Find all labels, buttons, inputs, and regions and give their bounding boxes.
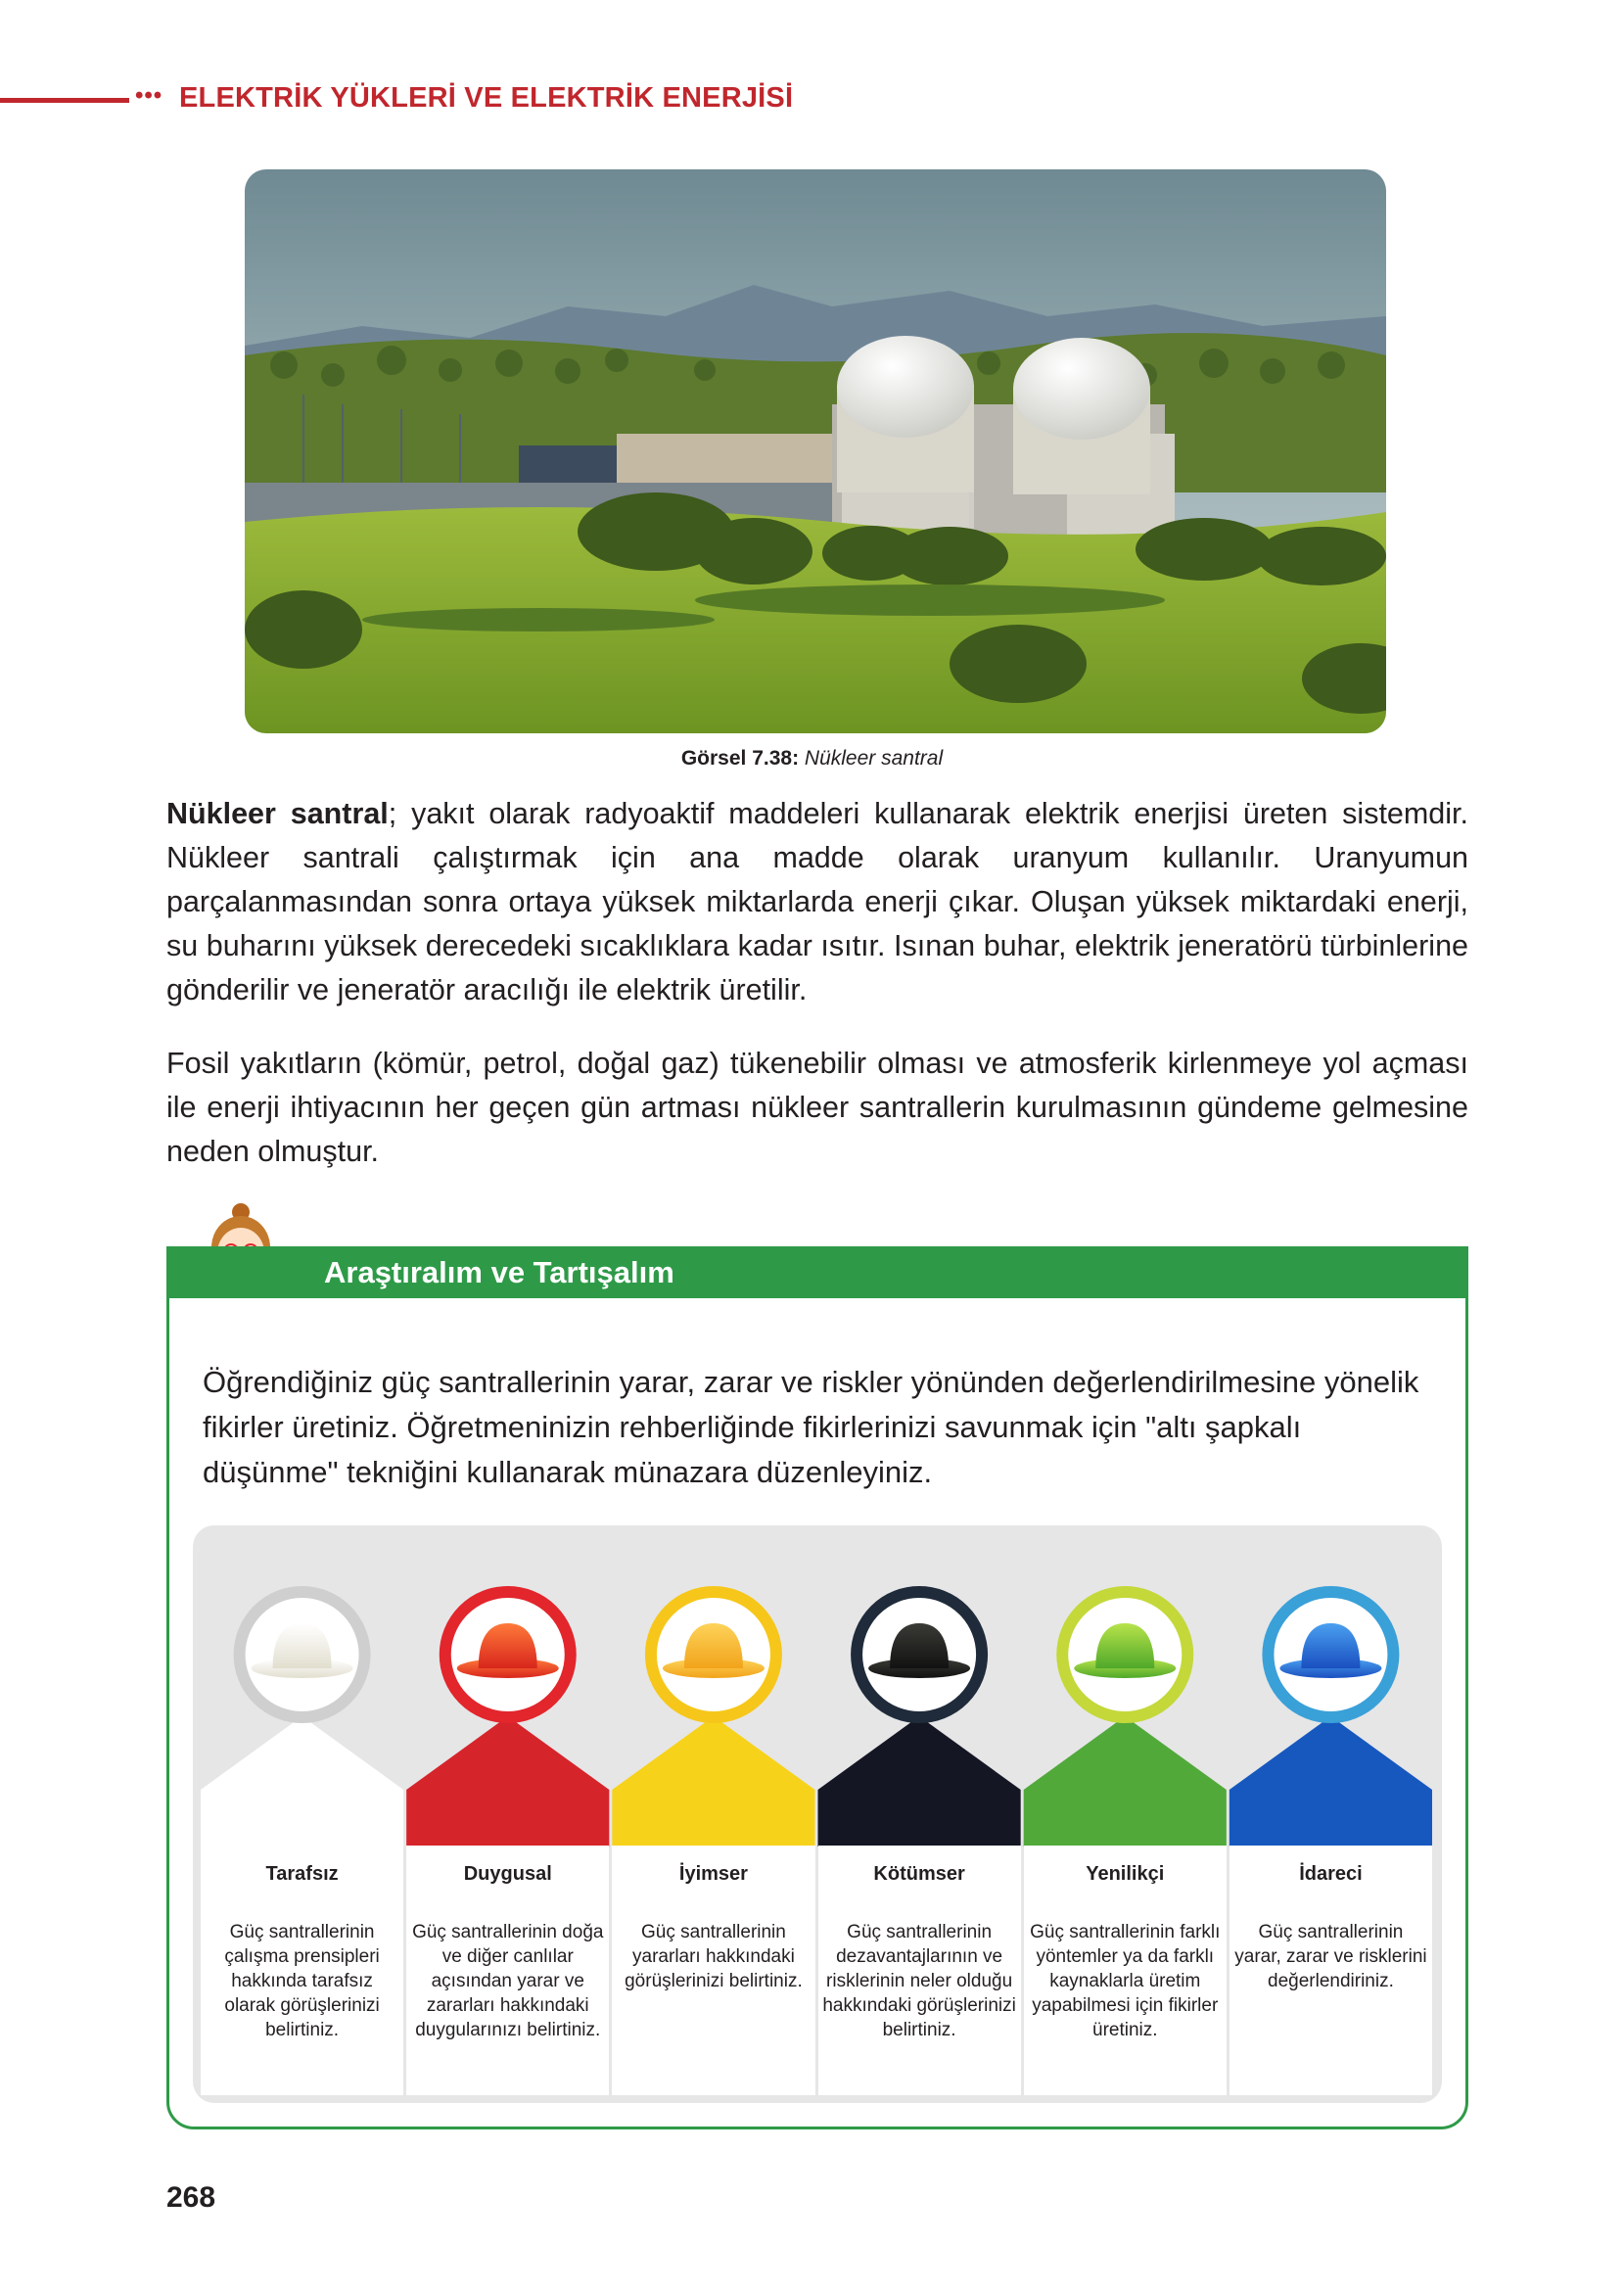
hat-card-text: Güç santrallerinin yararları hakkındaki görüşlerinizi belirtiniz.	[625, 1922, 803, 1991]
activity-instructions: Öğrendiğiniz güç santrallerinin yarar, zarar ve riskler yönünden değerlendirilmesine yönelik fikirler üretiniz. Öğretmeninizin rehberliğinde fikirlerinizi savunmak için "altı şapkalı düşünme" tekniğini kullanarak münazara düzenleyiniz.	[203, 1365, 1419, 1489]
hat-card-iyimser	[612, 1846, 814, 2095]
hat-card-tarafsiz	[201, 1846, 403, 2095]
hat-base-kotumser	[818, 1716, 1021, 1847]
activity-title: Araştıralım ve Tartışalım	[324, 1255, 674, 1289]
nuclear-plant-photo	[245, 169, 1386, 733]
hat-card-text: Güç santrallerinin çalışma prensipleri hakkında tarafsız olarak görüşlerinizi belirtiniz.	[224, 1922, 380, 2040]
hat-card-title: İdareci	[1299, 1863, 1363, 1885]
paragraph-1-text: ; yakıt olarak radyoaktif maddeleri kullanarak elektrik enerjisi üreten sistemdir. Nükleer santrali çalıştırmak için ana madde olarak uranyum kullanılır. Uranyumun parçalanmasından sonra ortaya yüksek miktarlarda enerji çıkar. Oluşan yüksek miktardaki enerji, su buharını yüksek derecedeki sıcaklıklara kadar ısıtır. Isınan buhar, elektrik jeneratörü türbinlerine gönderilir ve jeneratör aracılığı ile elektrik üretilir.	[166, 797, 1468, 1006]
hat-card-idareci	[1230, 1846, 1432, 2095]
hat-base-tarafsiz	[201, 1716, 403, 1847]
chapter-title: ELEKTRİK YÜKLERİ VE ELEKTRİK ENERJİSİ	[179, 82, 794, 114]
caption-text: Nükleer santral	[804, 747, 944, 770]
hat-base-iyimser	[612, 1716, 814, 1847]
hat-base-duygusal	[406, 1716, 609, 1847]
header-rule	[0, 98, 129, 103]
hat-base-idareci	[1230, 1716, 1432, 1847]
hat-card-text: Güç santrallerinin farklı yöntemler ya da farklı kaynaklarla üretim yapabilmesi için fikirler üretiniz.	[1030, 1922, 1221, 2040]
hat-card-text: Güç santrallerinin yarar, zarar ve risklerini değerlendiriniz.	[1234, 1922, 1427, 1991]
hat-card-title: Tarafsız	[265, 1863, 339, 1885]
hat-card-yenilikci	[1024, 1846, 1227, 2095]
hat-card-title: İyimser	[678, 1863, 748, 1885]
paragraph-fossil-fuels: Fosil yakıtların (kömür, petrol, doğal gaz) tükenebilir olması ve atmosferik kirlenmeye yol açması ile enerji ihtiyacının her geçen gün artması nükleer santrallerin kurulmasının gündeme gelmesine neden olmuştur.	[166, 1047, 1468, 1168]
hat-card-duygusal	[406, 1846, 609, 2095]
figure-caption	[0, 747, 1624, 771]
hat-card-kotumser	[818, 1846, 1021, 2095]
six-hats-graphic	[193, 1525, 1442, 1848]
header-dots: •••	[135, 82, 163, 109]
term-nuclear-plant: Nükleer santral	[166, 797, 389, 830]
paragraph-nuclear-definition	[166, 792, 1468, 1012]
hat-card-title: Kötümser	[873, 1863, 965, 1885]
activity-box	[166, 1246, 1468, 2129]
hat-base-yenilikci	[1024, 1716, 1227, 1847]
hat-card-title: Duygusal	[463, 1863, 552, 1885]
hat-cards	[201, 1846, 1432, 2095]
hat-card-text: Güç santrallerinin dezavantajlarının ve risklerinin neler olduğu hakkındaki görüşlerinizi belirtiniz.	[822, 1922, 1016, 2040]
six-hats-panel	[193, 1525, 1442, 2103]
page-number: 268	[166, 2181, 216, 2214]
caption-label: Görsel 7.38:	[680, 747, 800, 770]
activity-title-band	[169, 1249, 1465, 1298]
hat-card-text: Güç santrallerinin doğa ve diğer canlılar açısından yarar ve zararları hakkındaki duygularınızı belirtiniz.	[412, 1922, 604, 2040]
hat-card-title: Yenilikçi	[1086, 1863, 1165, 1885]
